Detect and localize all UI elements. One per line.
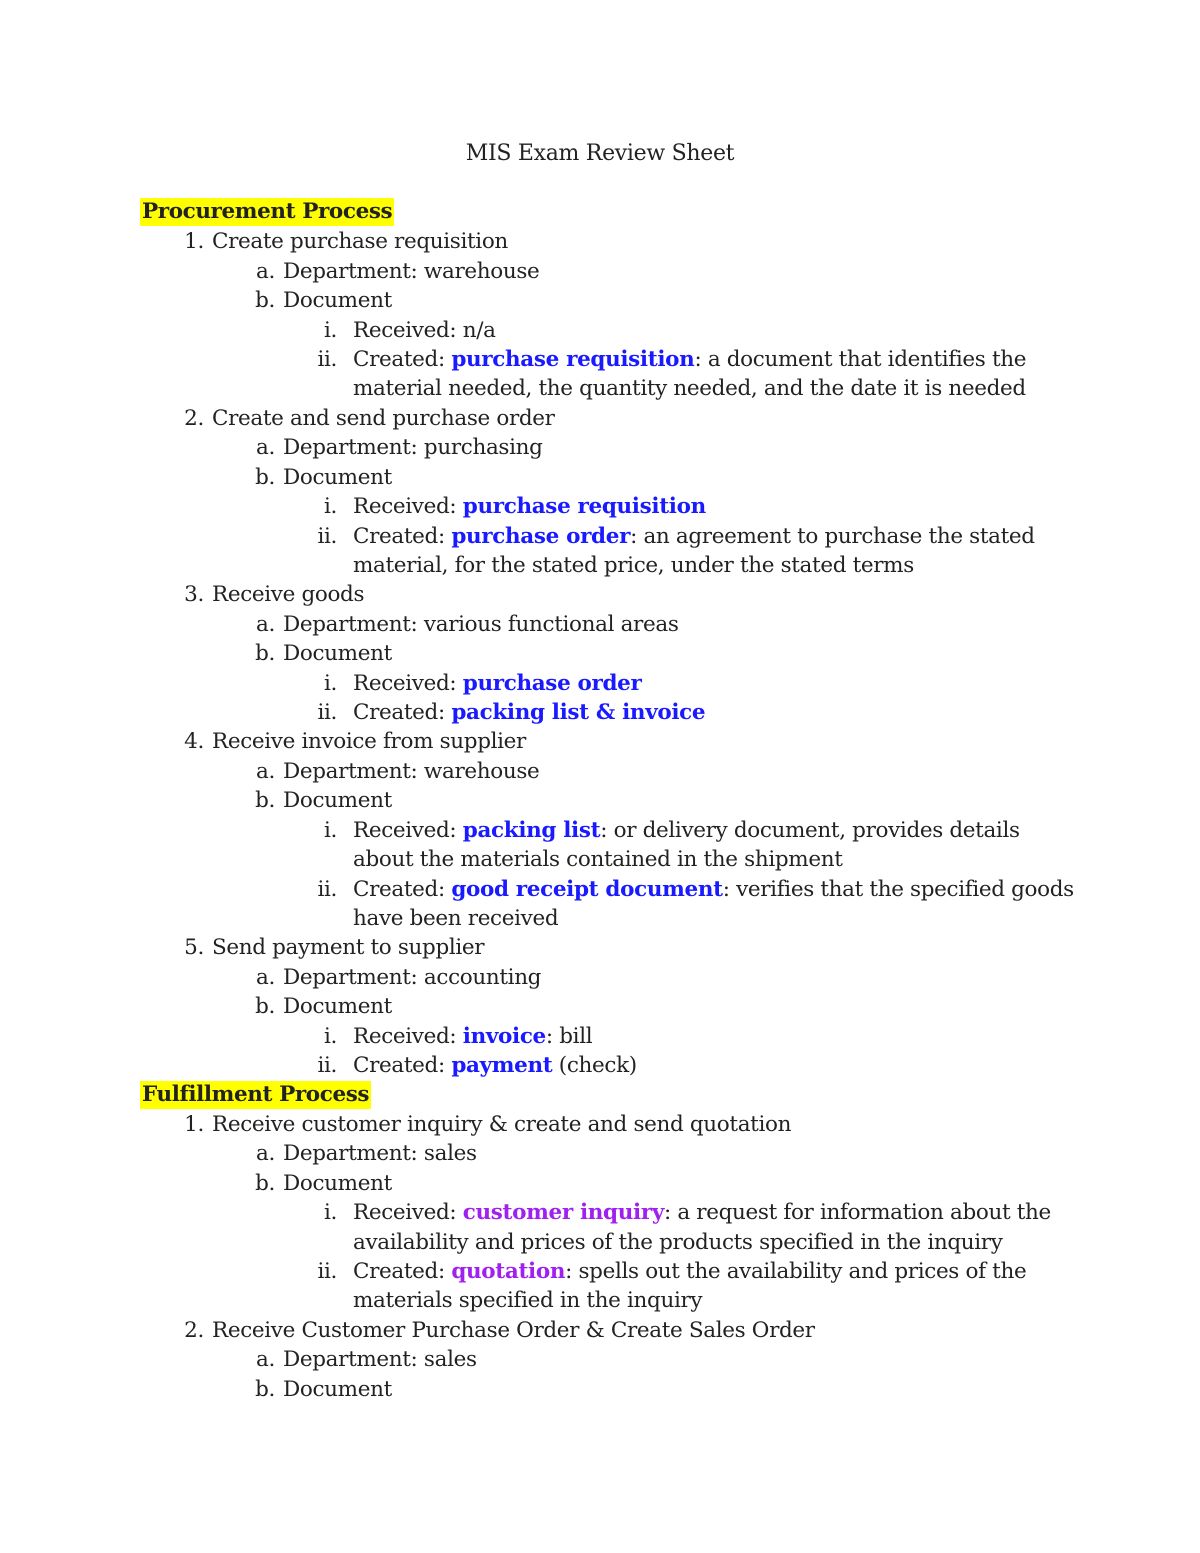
procurement-step-3-document: [255, 639, 392, 668]
procurement-step-1-document: [255, 286, 392, 315]
term-purchase-requisition: purchase requisition: [462, 494, 706, 519]
term-payment: payment: [451, 1053, 553, 1078]
procurement-step-2-received: [323, 492, 706, 521]
procurement-step-4-created: [317, 875, 1074, 904]
fulfillment-step-1-document: [255, 1169, 392, 1198]
step-label: Create purchase requisition: [212, 229, 508, 254]
fulfillment-step-1-department: [256, 1139, 477, 1168]
list-marker: b.: [255, 288, 275, 313]
fulfillment-step-1-received-cont: availability and prices of the products specified in the inquiry: [353, 1230, 1003, 1255]
list-marker: a.: [256, 259, 275, 284]
procurement-step-3-department: [256, 610, 679, 639]
procurement-step-4-department: [256, 757, 540, 786]
list-marker: i.: [323, 1200, 337, 1225]
procurement-step-5-document: [255, 992, 392, 1021]
procurement-step-5-created: [317, 1051, 637, 1080]
received-prefix: Received:: [353, 818, 463, 843]
received-prefix: Received:: [353, 1200, 463, 1225]
document-label: Document: [283, 288, 392, 313]
received-prefix: Received:: [353, 1024, 463, 1049]
document-label: Document: [283, 788, 392, 813]
step-label: Send payment to supplier: [212, 935, 485, 960]
list-marker: ii.: [317, 1259, 337, 1284]
term-definition: : a document that identifies the: [694, 347, 1027, 372]
list-marker: i.: [323, 318, 337, 343]
term-definition: : an agreement to purchase the stated: [630, 524, 1035, 549]
list-marker: ii.: [317, 700, 337, 725]
department-text: Department: accounting: [283, 965, 542, 990]
procurement-step-2-department: [256, 433, 543, 462]
document-label: Document: [283, 1171, 392, 1196]
created-prefix: Created:: [353, 1053, 452, 1078]
procurement-step-2-created: [317, 522, 1035, 551]
term-purchase-order: purchase order: [451, 524, 631, 549]
created-prefix: Created:: [353, 1259, 452, 1284]
department-text: Department: warehouse: [283, 259, 540, 284]
document-label: Document: [283, 465, 392, 490]
fulfillment-step-2-document: [255, 1375, 392, 1404]
created-prefix: Created:: [353, 700, 452, 725]
procurement-step-5: [184, 933, 485, 962]
created-prefix: Created:: [353, 347, 452, 372]
term-purchase-requisition: purchase requisition: [451, 347, 695, 372]
list-marker: i.: [323, 818, 337, 843]
procurement-step-3-created: [317, 698, 706, 727]
list-marker: ii.: [317, 877, 337, 902]
list-marker: a.: [256, 612, 275, 637]
created-prefix: Created:: [353, 524, 452, 549]
document-label: Document: [283, 641, 392, 666]
step-label: Create and send purchase order: [212, 406, 555, 431]
list-marker: b.: [255, 1171, 275, 1196]
procurement-step-4-document: [255, 786, 392, 815]
list-marker: ii.: [317, 347, 337, 372]
list-marker: 2.: [184, 406, 204, 431]
term-customer-inquiry: customer inquiry: [462, 1200, 664, 1225]
procurement-step-4-received-cont: about the materials contained in the shipment: [353, 847, 843, 872]
list-marker: i.: [323, 494, 337, 519]
received-prefix: Received:: [353, 494, 463, 519]
list-marker: a.: [256, 1141, 275, 1166]
section-heading-fulfillment: Fulfillment Process: [142, 1082, 370, 1107]
procurement-step-1-received: [323, 316, 496, 345]
list-marker: b.: [255, 788, 275, 813]
list-marker: i.: [323, 671, 337, 696]
step-label: Receive customer inquiry & create and send quotation: [212, 1112, 792, 1137]
department-text: Department: sales: [283, 1347, 477, 1372]
department-text: Department: purchasing: [283, 435, 543, 460]
department-text: Department: sales: [283, 1141, 477, 1166]
fulfillment-step-1-created: [317, 1257, 1027, 1286]
fulfillment-step-1-received: [323, 1198, 1051, 1227]
term-quotation: quotation: [451, 1259, 566, 1284]
procurement-step-5-department: [256, 963, 542, 992]
list-marker: i.: [323, 1024, 337, 1049]
list-marker: 1.: [184, 1112, 204, 1137]
term-definition: : or delivery document, provides details: [600, 818, 1020, 843]
fulfillment-step-1: [184, 1110, 792, 1139]
list-marker: a.: [256, 759, 275, 784]
section-heading-procurement: Procurement Process: [142, 199, 393, 224]
term-packing-list-invoice: packing list & invoice: [451, 700, 706, 725]
received-prefix: Received:: [353, 671, 463, 696]
list-marker: 1.: [184, 229, 204, 254]
procurement-step-4-received: [323, 816, 1020, 845]
term-purchase-order: purchase order: [462, 671, 642, 696]
fulfillment-step-1-created-cont: materials specified in the inquiry: [353, 1288, 703, 1313]
list-marker: a.: [256, 435, 275, 460]
list-marker: 5.: [184, 935, 204, 960]
procurement-step-5-received: [323, 1022, 593, 1051]
list-marker: ii.: [317, 1053, 337, 1078]
step-label: Receive goods: [212, 582, 365, 607]
term-definition: : bill: [545, 1024, 593, 1049]
procurement-step-2-document: [255, 463, 392, 492]
term-definition: (check): [552, 1053, 637, 1078]
list-marker: a.: [256, 1347, 275, 1372]
page-title: MIS Exam Review Sheet: [465, 141, 735, 166]
fulfillment-step-2: [184, 1316, 815, 1345]
term-definition: : a request for information about the: [663, 1200, 1051, 1225]
list-marker: b.: [255, 465, 275, 490]
procurement-step-1-created: [317, 345, 1027, 374]
list-marker: 3.: [184, 582, 204, 607]
step-label: Receive Customer Purchase Order & Create Sales Order: [212, 1318, 815, 1343]
list-marker: a.: [256, 965, 275, 990]
procurement-step-1: [184, 227, 508, 256]
procurement-step-4: [184, 727, 526, 756]
procurement-step-4-created-cont: have been received: [353, 906, 559, 931]
term-invoice: invoice: [462, 1024, 546, 1049]
term-definition: : verifies that the specified goods: [722, 877, 1074, 902]
list-marker: ii.: [317, 524, 337, 549]
list-marker: 2.: [184, 1318, 204, 1343]
list-marker: b.: [255, 994, 275, 1019]
fulfillment-step-2-department: [256, 1345, 477, 1374]
procurement-step-3: [184, 580, 365, 609]
document-label: Document: [283, 994, 392, 1019]
document-label: Document: [283, 1377, 392, 1402]
department-text: Department: various functional areas: [283, 612, 679, 637]
procurement-step-2-created-cont: material, for the stated price, under the stated terms: [353, 553, 914, 578]
step-label: Receive invoice from supplier: [212, 729, 526, 754]
procurement-step-3-received: [323, 669, 642, 698]
procurement-step-1-department: [256, 257, 540, 286]
term-packing-list: packing list: [462, 818, 601, 843]
procurement-step-2: [184, 404, 555, 433]
list-marker: b.: [255, 641, 275, 666]
received-text: Received: n/a: [353, 318, 496, 343]
department-text: Department: warehouse: [283, 759, 540, 784]
procurement-step-1-created-cont: material needed, the quantity needed, and the date it is needed: [353, 376, 1026, 401]
list-marker: 4.: [184, 729, 204, 754]
term-good-receipt-document: good receipt document: [451, 877, 723, 902]
list-marker: b.: [255, 1377, 275, 1402]
term-definition: : spells out the availability and prices of the: [565, 1259, 1027, 1284]
created-prefix: Created:: [353, 877, 452, 902]
